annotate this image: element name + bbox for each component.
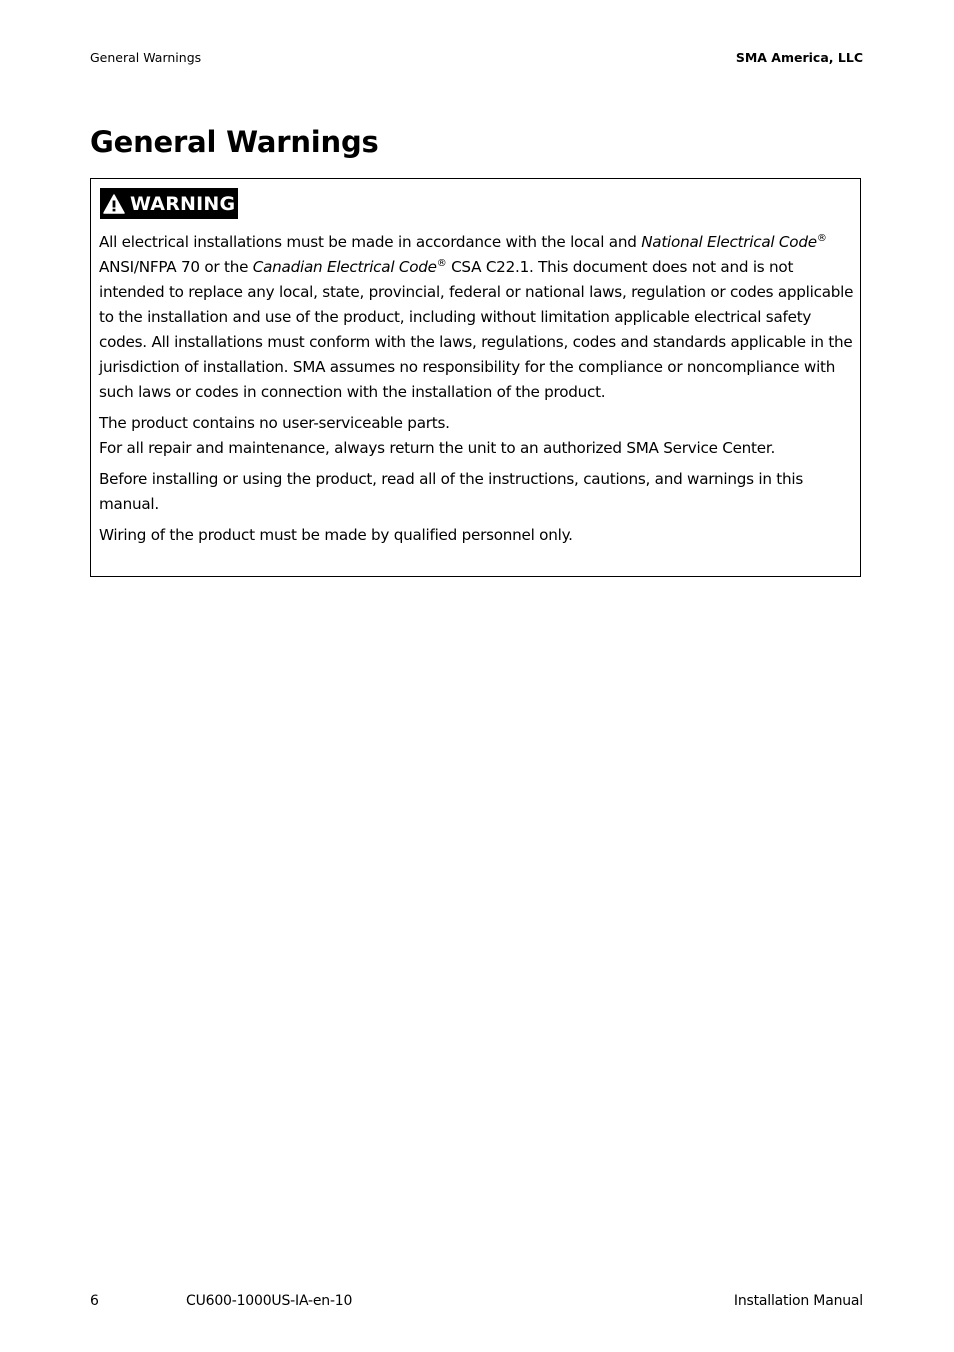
document-type: Installation Manual <box>733 1293 863 1309</box>
running-header-section: General Warnings <box>90 50 202 65</box>
registered-mark: ® <box>436 257 447 269</box>
paragraph-1-text-a: All electrical installations must be made in accordance with the local and <box>99 233 642 251</box>
cec-reference: Canadian Electrical Code <box>252 258 437 276</box>
paragraph-2-line-2: For all repair and maintenance, always return the unit to an authorized SMA Service Center. <box>99 439 776 457</box>
warning-paragraph-4: Wiring of the product must be made by qualified personnel only. <box>99 526 573 544</box>
warning-body <box>99 230 859 554</box>
running-header-company: SMA America, LLC <box>735 50 863 65</box>
page-number: 6 <box>90 1293 99 1309</box>
registered-mark: ® <box>816 232 827 244</box>
warning-box <box>90 178 861 577</box>
paragraph-1-text-b: ANSI/NFPA 70 or the <box>99 258 253 276</box>
nec-reference: National Electrical Code <box>641 233 817 251</box>
warning-triangle-icon <box>103 194 125 214</box>
paragraph-2-line-1: The product contains no user-serviceable parts. <box>99 414 450 432</box>
paragraph-1-text-c: CSA C22.1. This document does not and is not intended to replace any local, state, provincial, federal or national laws, regulation or codes applicable to the installation and use of the product, including without limitation applicable electrical safety codes. All installations must conform with the laws, regulations, codes and standards applicable in the jurisdiction of installation. SMA assumes no responsibility for the compliance or noncompliance with such laws or codes in connection with the installation of the product. <box>99 258 854 401</box>
warning-badge <box>100 188 238 219</box>
warning-label: WARNING <box>130 192 236 215</box>
page-title: General Warnings <box>90 125 379 159</box>
warning-paragraph-2 <box>99 411 859 461</box>
document-id: CU600-1000US-IA-en-10 <box>186 1293 353 1309</box>
warning-paragraph-1 <box>99 230 859 405</box>
warning-paragraph-3: Before installing or using the product, read all of the instructions, cautions, and warnings in this manual. <box>99 470 803 513</box>
